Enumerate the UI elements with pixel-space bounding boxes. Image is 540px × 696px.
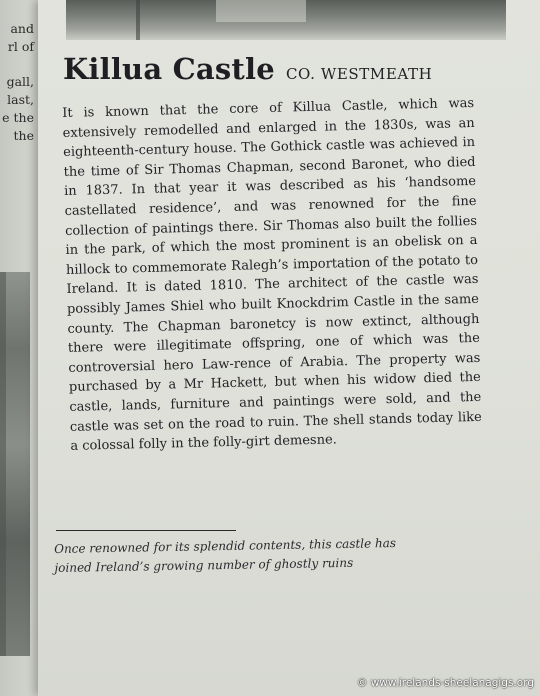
- caption-line: Once renowned for its splendid contents, this castle has: [54, 536, 397, 556]
- adjacent-page-text: [2, 20, 34, 145]
- article-body: [62, 94, 482, 457]
- caption-divider: [56, 530, 236, 531]
- heading: [63, 52, 432, 86]
- county-label: CO. WESTMEATH: [285, 65, 433, 83]
- adjacent-line: gall,: [6, 74, 34, 89]
- watermark: © www.irelands-sheelanagigs.org: [356, 677, 534, 689]
- adjacent-gap: [2, 56, 34, 73]
- body-paragraph: It is known that the core of Killua Castle, which was extensively remodelled and enlarged in the 1830s, was an eighteenth-century house. The Gothick castle was achieved in the time of Sir Thomas Chapman, second Baronet, who died in 1837. In that year it was described as his ‘handsome castellated residence’, and was renowned for the fine collection of paintings there. Sir Thomas also built the follies in the park, of which the most prominent is an obelisk on a hillock to commemorate Ralegh’s importation of the potato to Ireland. It is dated 1810. The architect of the castle was possibly James Shiel who built Knockdrim Castle in the same county. The Chapman baronetcy is now extinct, although there were illegitimate offspring, one of which was the controversial hero Law-rence of Arabia. The property was purchased by a Mr Hackett, but when his widow died the castle, lands, furniture and paintings were sold, and the castle was set on the road to ruin. The shell stands today like a colossal folly in the folly-girt demesne.: [62, 95, 482, 454]
- book-page: [38, 0, 540, 696]
- adjacent-line: and: [10, 21, 34, 36]
- photo-caption: [54, 533, 455, 578]
- adjacent-line: e the: [2, 110, 34, 125]
- adjacent-photo: [0, 272, 30, 656]
- adjacent-line: last,: [7, 92, 34, 107]
- top-photo-edge: [66, 0, 506, 40]
- adjacent-line: the: [13, 128, 34, 143]
- adjacent-line: rl of: [7, 39, 34, 54]
- page-title: Killua Castle: [63, 52, 275, 86]
- caption-line: joined Ireland’s growing number of ghostly ruins: [54, 555, 354, 575]
